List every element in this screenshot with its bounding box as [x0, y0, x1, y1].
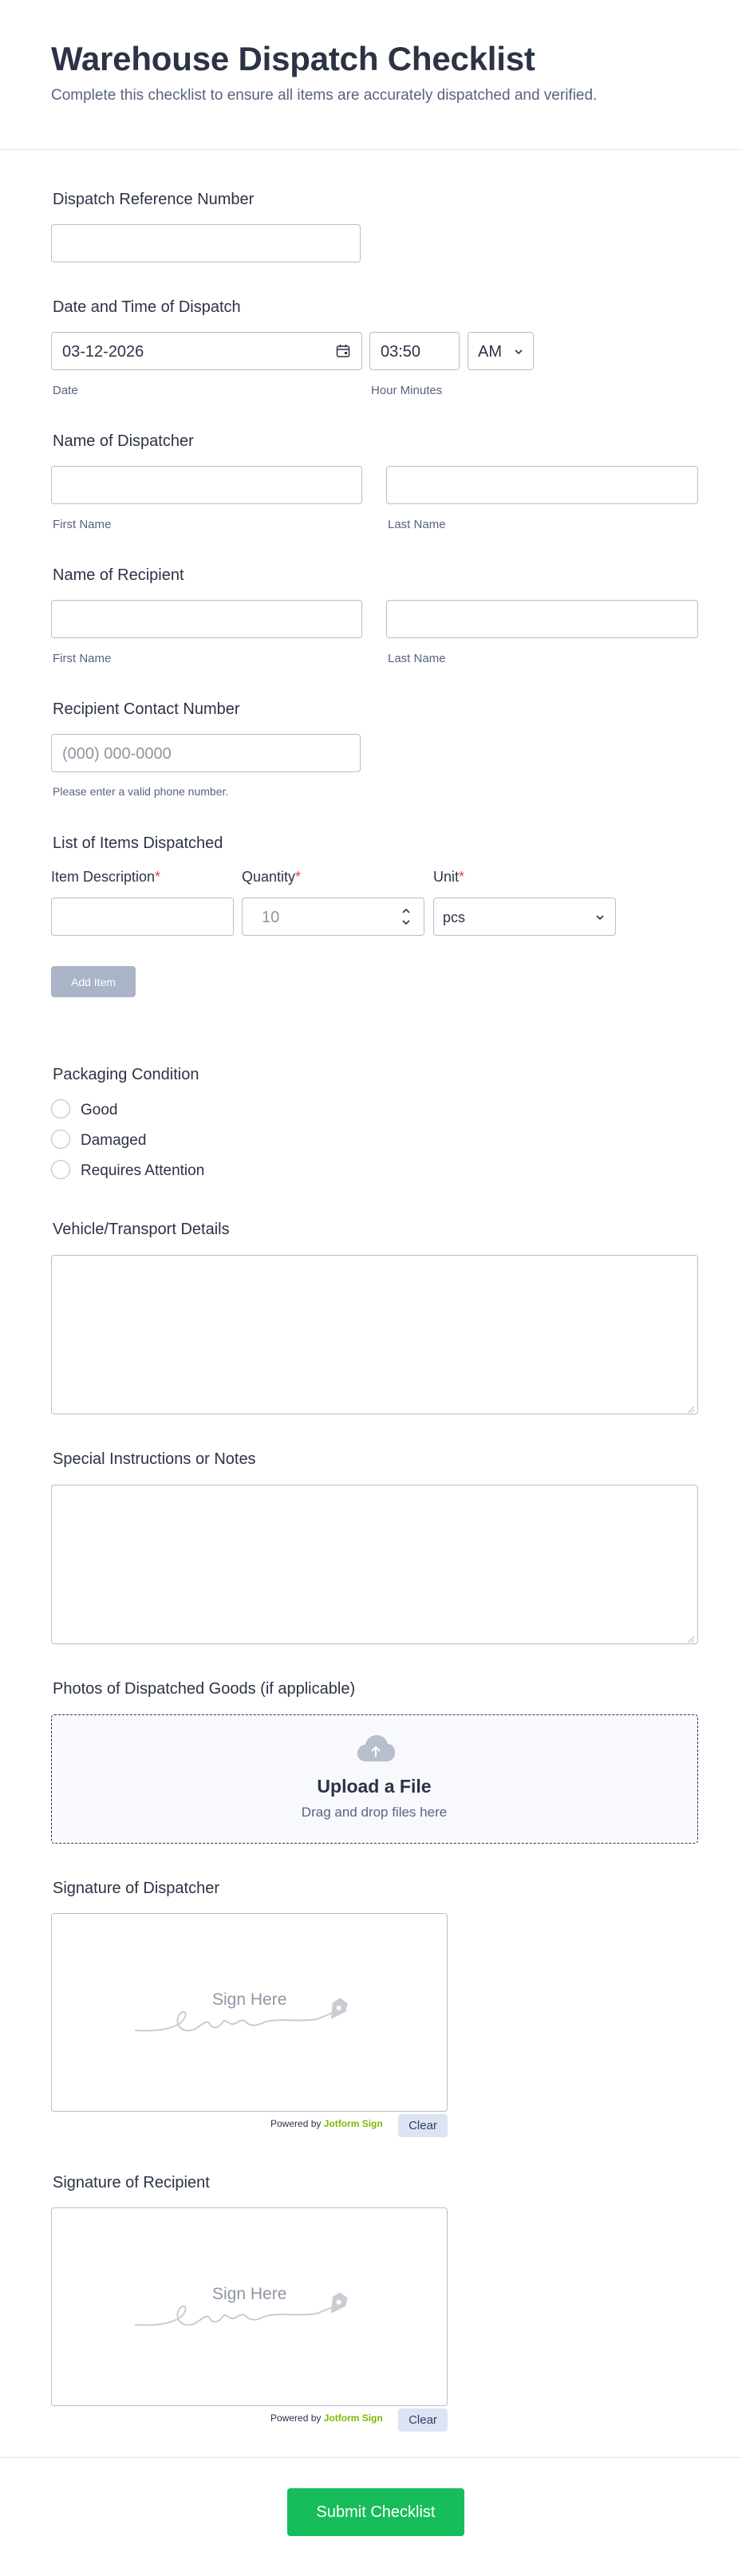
- ampm-select[interactable]: [468, 332, 534, 370]
- submit-button[interactable]: Submit Checklist: [287, 2488, 464, 2536]
- file-upload-dropzone[interactable]: [51, 1714, 698, 1844]
- dispatch-ref-label: Dispatch Reference Number: [53, 191, 255, 208]
- date-value: 03-12-2026: [62, 343, 144, 361]
- cloud-upload-icon: [356, 1734, 396, 1763]
- powered-by-text: Powered by Jotform Sign: [270, 2412, 383, 2424]
- instructions-label: Special Instructions or Notes: [53, 1450, 256, 1468]
- phone-hint: Please enter a valid phone number.: [53, 785, 229, 798]
- jotform-sign-brand: Jotform Sign: [323, 2412, 383, 2424]
- dispatcher-last-name-input[interactable]: [386, 466, 698, 504]
- jotform-sign-brand: Jotform Sign: [323, 2118, 383, 2129]
- page-title: Warehouse Dispatch Checklist: [51, 40, 535, 77]
- time-sublabel: Hour Minutes: [371, 384, 443, 397]
- ampm-value: AM: [478, 343, 502, 361]
- packaging-option-damaged[interactable]: [51, 1130, 274, 1152]
- sign-here-placeholder: Sign Here: [212, 1990, 287, 2009]
- instructions-textarea[interactable]: [51, 1485, 698, 1644]
- chevron-down-icon: [594, 912, 606, 923]
- recipient-first-name-sublabel: First Name: [53, 652, 112, 665]
- add-item-button[interactable]: Add Item: [51, 966, 136, 997]
- item-description-input[interactable]: [51, 897, 234, 936]
- col-quantity-header: Quantity*: [242, 869, 302, 885]
- vehicle-textarea[interactable]: [51, 1255, 698, 1414]
- time-input[interactable]: [369, 332, 460, 370]
- col-unit-header: Unit*: [433, 869, 465, 885]
- resize-handle-icon[interactable]: [687, 1633, 695, 1641]
- phone-placeholder: (000) 000-0000: [62, 745, 172, 763]
- signature-scribble-icon: [133, 2285, 365, 2333]
- recipient-first-name-input[interactable]: [51, 600, 362, 638]
- photos-label: Photos of Dispatched Goods (if applicable): [53, 1680, 356, 1698]
- sign-here-placeholder: Sign Here: [212, 2285, 287, 2303]
- quantity-placeholder: 10: [262, 909, 280, 926]
- recipient-phone-label: Recipient Contact Number: [53, 700, 240, 718]
- page-subtitle: Complete this checklist to ensure all items are accurately dispatched and verified.: [51, 87, 598, 104]
- date-input[interactable]: [51, 332, 362, 370]
- packaging-label: Packaging Condition: [53, 1066, 199, 1083]
- signature-recipient-label: Signature of Recipient: [53, 2174, 210, 2191]
- radio-button[interactable]: [51, 1160, 70, 1179]
- resize-handle-icon[interactable]: [687, 1403, 695, 1411]
- signature-dispatcher-pad[interactable]: [51, 1913, 448, 2112]
- date-sublabel: Date: [53, 384, 78, 397]
- dispatcher-last-name-sublabel: Last Name: [388, 518, 446, 531]
- recipient-phone-input[interactable]: [51, 734, 361, 772]
- signature-scribble-icon: [133, 1990, 365, 2038]
- radio-button[interactable]: [51, 1099, 70, 1118]
- items-label: List of Items Dispatched: [53, 834, 223, 852]
- packaging-option-requires-attention[interactable]: [51, 1160, 274, 1182]
- recipient-last-name-input[interactable]: [386, 600, 698, 638]
- col-item-description-header: Item Description*: [51, 869, 161, 885]
- datetime-label: Date and Time of Dispatch: [53, 298, 241, 316]
- packaging-option-good[interactable]: [51, 1099, 274, 1122]
- clear-signature-dispatcher-button[interactable]: Clear: [398, 2114, 448, 2137]
- recipient-name-label: Name of Recipient: [53, 566, 184, 584]
- powered-by-text: Powered by Jotform Sign: [270, 2118, 383, 2129]
- chevron-down-icon: [513, 346, 524, 357]
- header-divider: [0, 149, 742, 150]
- footer-divider: [0, 2457, 742, 2458]
- recipient-last-name-sublabel: Last Name: [388, 652, 446, 665]
- time-value: 03:50: [381, 343, 421, 361]
- unit-select[interactable]: [433, 897, 616, 936]
- upload-title: Upload a File: [317, 1776, 432, 1797]
- radio-button[interactable]: [51, 1130, 70, 1149]
- radio-label: Requires Attention: [81, 1162, 205, 1179]
- radio-label: Good: [81, 1102, 118, 1118]
- calendar-icon[interactable]: [336, 344, 350, 358]
- vehicle-label: Vehicle/Transport Details: [53, 1221, 230, 1238]
- radio-label: Damaged: [81, 1132, 147, 1149]
- unit-value: pcs: [443, 909, 466, 925]
- dispatch-ref-input[interactable]: [51, 224, 361, 262]
- stepper-arrows-icon[interactable]: [401, 905, 412, 929]
- clear-signature-recipient-button[interactable]: Clear: [398, 2408, 448, 2432]
- dispatcher-first-name-sublabel: First Name: [53, 518, 112, 531]
- dispatcher-name-label: Name of Dispatcher: [53, 432, 194, 450]
- upload-hint: Drag and drop files here: [301, 1805, 448, 1820]
- signature-dispatcher-label: Signature of Dispatcher: [53, 1880, 220, 1897]
- quantity-stepper[interactable]: [242, 897, 424, 936]
- signature-recipient-pad[interactable]: [51, 2207, 448, 2406]
- dispatcher-first-name-input[interactable]: [51, 466, 362, 504]
